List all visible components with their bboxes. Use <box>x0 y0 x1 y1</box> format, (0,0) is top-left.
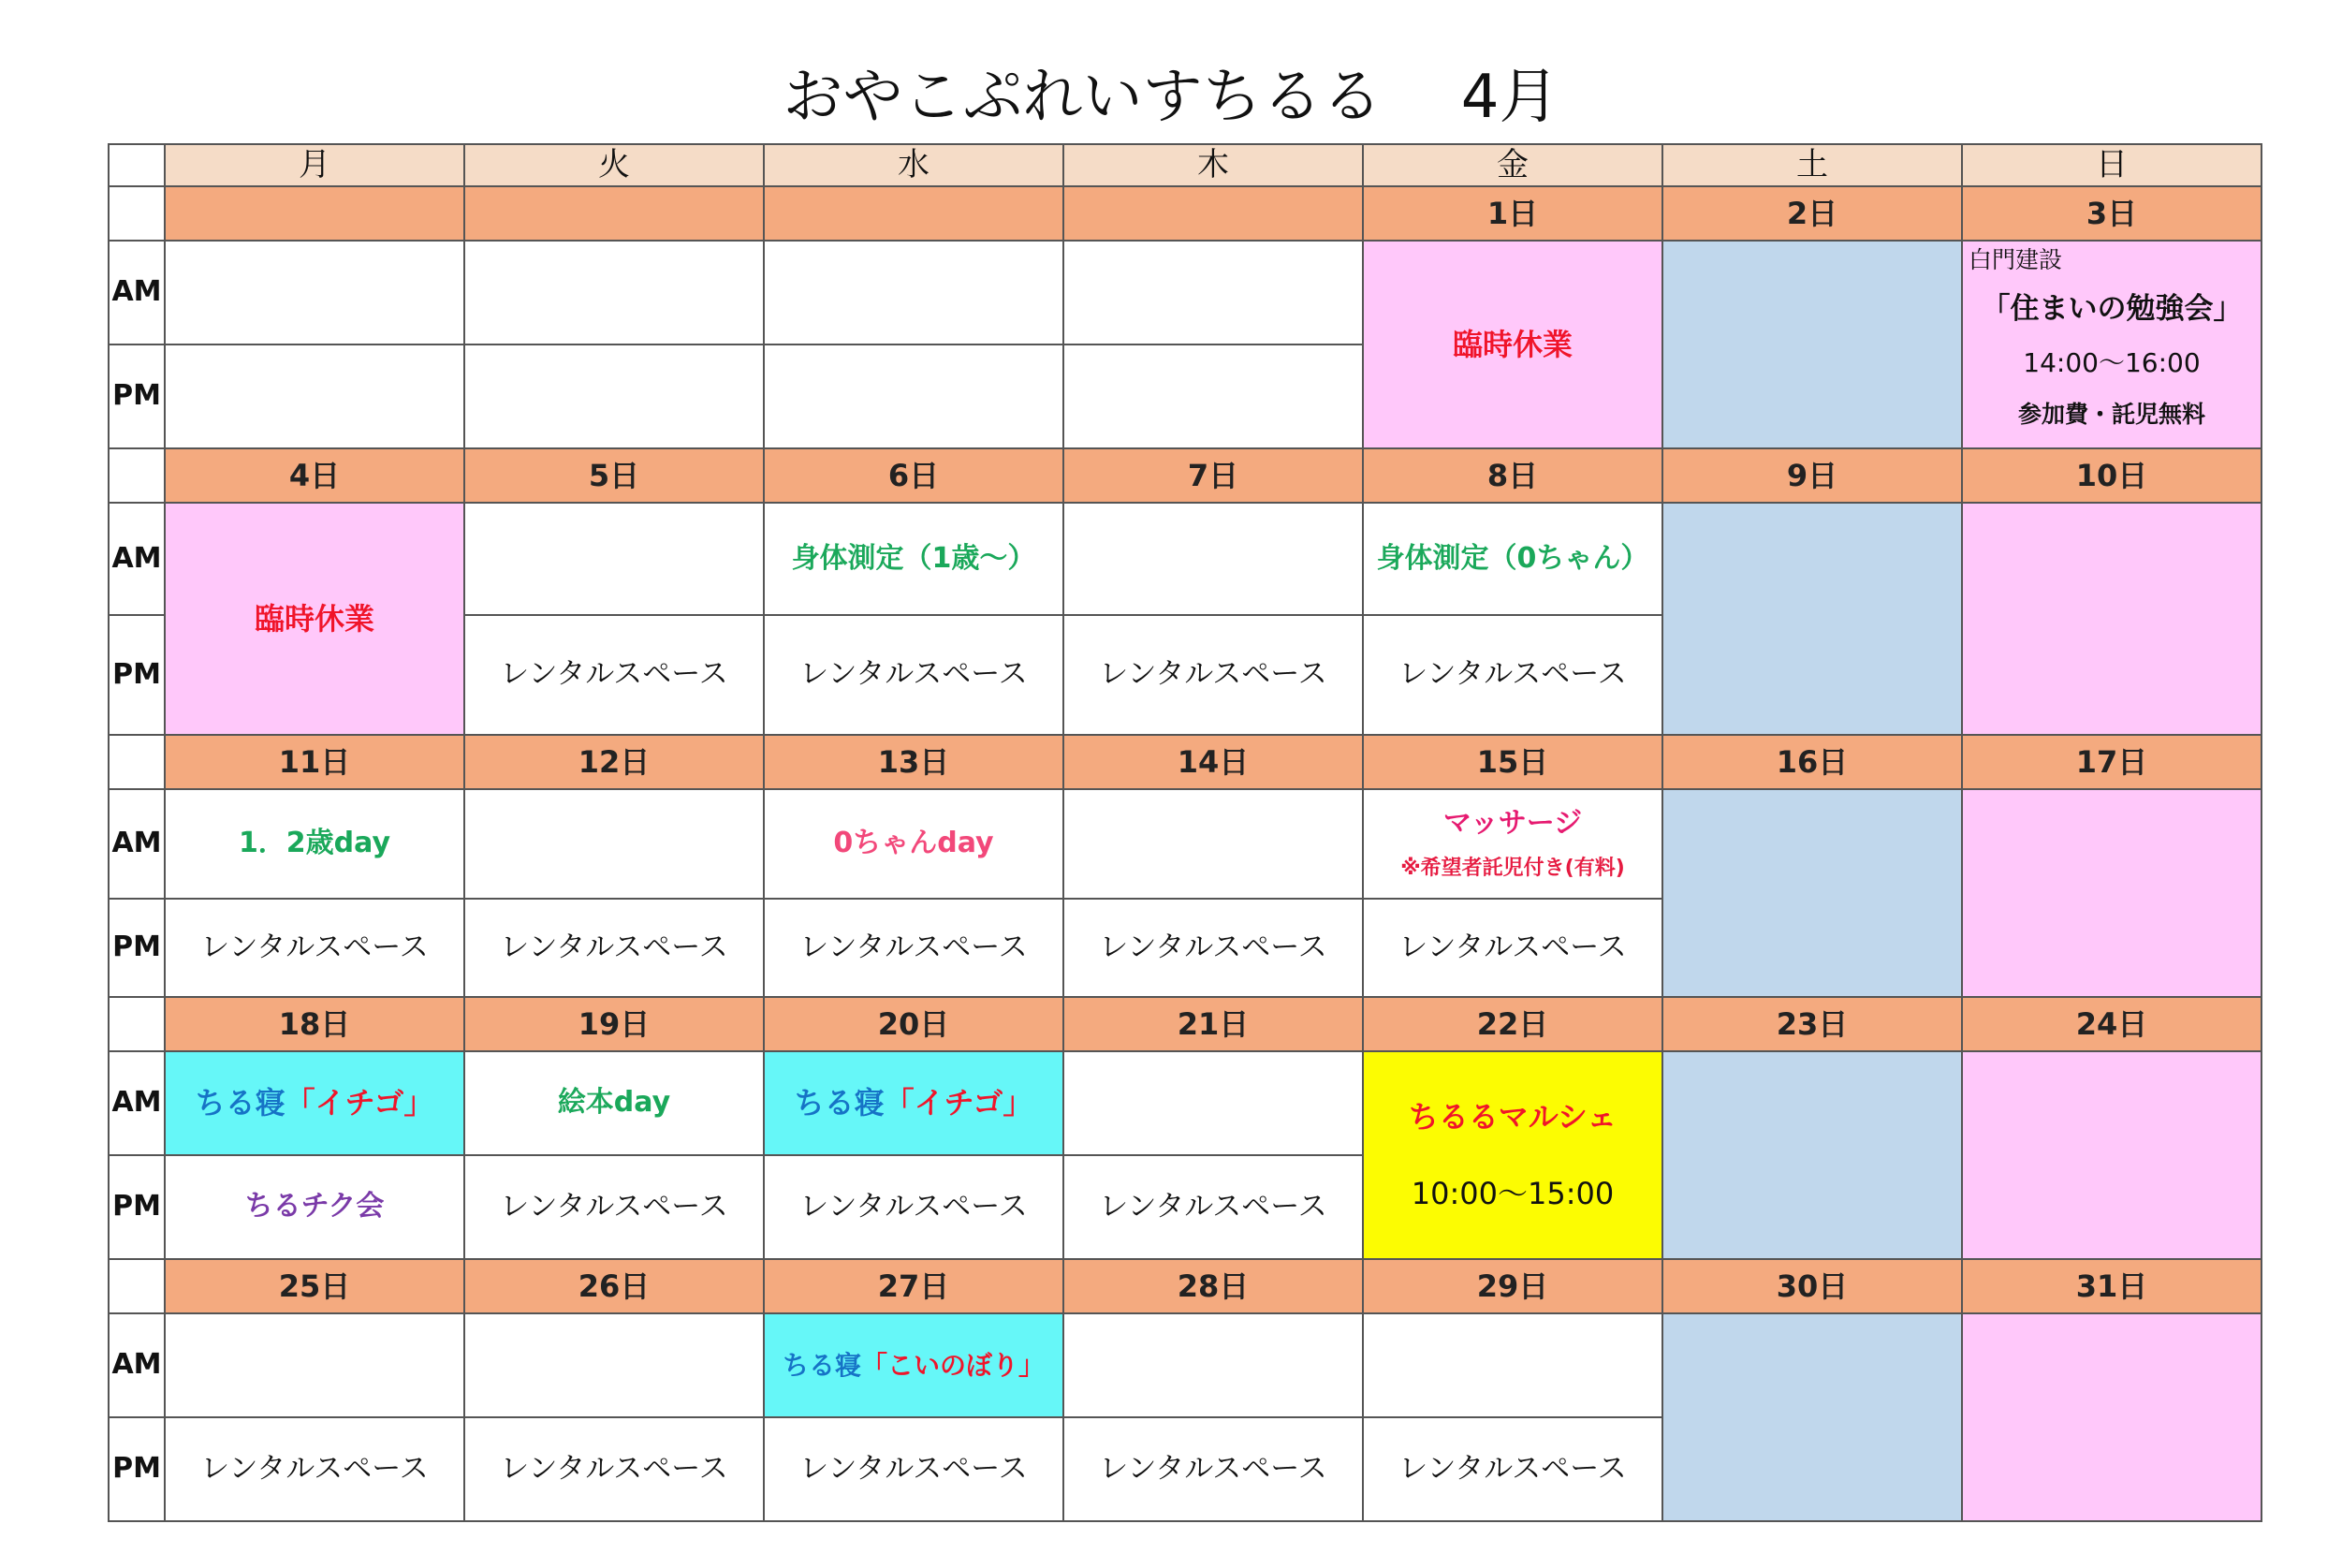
date-cell <box>464 186 764 241</box>
event-cell <box>1063 1313 1363 1417</box>
date-row-label <box>109 186 165 241</box>
rental-label: レンタルスペース <box>200 930 429 964</box>
date-cell: 6日 <box>764 448 1063 503</box>
event-cell <box>1363 899 1662 997</box>
sunday-cell <box>1962 789 2261 997</box>
chiruchiku-label: ちるチク会 <box>244 1190 385 1224</box>
saturday-cell <box>1662 241 1962 448</box>
sunday-cell <box>1962 1313 2261 1521</box>
date-cell: 4日 <box>165 448 464 503</box>
rental-label: レンタルスペース <box>799 1451 1028 1486</box>
event-cell <box>165 503 464 735</box>
event-cell <box>1363 1417 1662 1521</box>
event-cell <box>165 899 464 997</box>
date-cell: 13日 <box>764 735 1063 789</box>
event-cell <box>464 789 764 899</box>
date-cell: 11日 <box>165 735 464 789</box>
date-cell: 23日 <box>1662 997 1962 1051</box>
event-title: 「住まいの勉強会」 <box>1981 291 2243 326</box>
event-cell <box>165 1051 464 1155</box>
am-row <box>109 789 2261 899</box>
weekday-fri: 金 <box>1363 144 1662 186</box>
rental-label: レンタルスペース <box>200 1451 429 1486</box>
event-cell <box>464 1155 764 1259</box>
date-cell: 19日 <box>464 997 764 1051</box>
corner-cell <box>109 144 165 186</box>
calendar-title: おやこぷれいすちるる 4月 <box>783 63 1559 132</box>
event-cell <box>764 1417 1063 1521</box>
weekday-header-row <box>109 144 2261 186</box>
date-cell: 28日 <box>1063 1259 1363 1313</box>
am-row <box>109 503 2261 615</box>
rental-label: レンタルスペース <box>799 657 1028 692</box>
rental-label: レンタルスペース <box>500 1451 728 1486</box>
event-cell <box>1063 615 1363 735</box>
pm-label: PM <box>109 899 165 997</box>
date-cell: 1日 <box>1363 186 1662 241</box>
event-cell <box>1063 1051 1363 1155</box>
event-cell <box>764 789 1063 899</box>
date-cell: 7日 <box>1063 448 1363 503</box>
closed-label: 臨時休業 <box>254 600 374 637</box>
event-cell <box>464 503 764 615</box>
event-cell <box>1063 1417 1363 1521</box>
closed-label: 臨時休業 <box>1452 326 1573 362</box>
date-cell: 18日 <box>165 997 464 1051</box>
date-cell: 16日 <box>1662 735 1962 789</box>
rental-label: レンタルスペース <box>1099 1451 1327 1486</box>
event-cell <box>1063 241 1363 344</box>
rental-label: レンタルスペース <box>1398 657 1627 692</box>
date-cell: 29日 <box>1363 1259 1662 1313</box>
event-cell <box>165 1155 464 1259</box>
date-row-label <box>109 1259 165 1313</box>
event-cell <box>464 344 764 448</box>
date-cell: 21日 <box>1063 997 1363 1051</box>
baby-day-label: 0ちゃんday <box>833 827 994 860</box>
am-label: AM <box>109 789 165 899</box>
date-cell: 31日 <box>1962 1259 2261 1313</box>
event-cell <box>764 1313 1063 1417</box>
date-row-label <box>109 735 165 789</box>
nap-prefix: ちる寝 <box>195 1085 285 1121</box>
event-cell <box>1363 503 1662 615</box>
event-organizer: 白門建設 <box>1969 245 2063 273</box>
event-cell <box>1962 241 2261 448</box>
marche-label: ちるるマルシェ <box>1408 1098 1617 1135</box>
am-label: AM <box>109 1051 165 1155</box>
nap-theme: 「イチゴ」 <box>884 1085 1033 1121</box>
saturday-cell <box>1662 503 1962 735</box>
nap-prefix: ちる寝 <box>794 1085 885 1121</box>
date-cell: 2日 <box>1662 186 1962 241</box>
marche-time: 10:00〜15:00 <box>1411 1175 1615 1211</box>
date-cell: 12日 <box>464 735 764 789</box>
am-label: AM <box>109 241 165 344</box>
date-row <box>109 735 2261 789</box>
date-cell: 14日 <box>1063 735 1363 789</box>
event-cell <box>165 1313 464 1417</box>
rental-label: レンタルスペース <box>500 657 728 692</box>
weekday-sat: 土 <box>1662 144 1962 186</box>
date-cell: 25日 <box>165 1259 464 1313</box>
massage-label: マッサージ <box>1442 806 1583 840</box>
date-cell: 24日 <box>1962 997 2261 1051</box>
date-row <box>109 448 2261 503</box>
event-cell <box>764 344 1063 448</box>
monthly-calendar <box>108 143 2262 1522</box>
date-cell: 15日 <box>1363 735 1662 789</box>
am-row <box>109 241 2261 344</box>
am-row <box>109 1313 2261 1417</box>
event-cell <box>1063 344 1363 448</box>
event-cell <box>764 241 1063 344</box>
nap-event-label <box>196 1085 434 1121</box>
saturday-cell <box>1662 1051 1962 1259</box>
date-row-label <box>109 997 165 1051</box>
date-cell <box>165 186 464 241</box>
pm-label: PM <box>109 1417 165 1521</box>
nap-theme: 「イチゴ」 <box>285 1085 434 1121</box>
am-label: AM <box>109 1313 165 1417</box>
date-cell: 10日 <box>1962 448 2261 503</box>
rental-label: レンタルスペース <box>1398 930 1627 964</box>
event-cell <box>764 1155 1063 1259</box>
rental-label: レンタルスペース <box>1099 657 1327 692</box>
event-cell <box>1363 789 1662 899</box>
event-cell <box>1363 615 1662 735</box>
pm-label: PM <box>109 1155 165 1259</box>
event-cell <box>464 899 764 997</box>
nap-prefix: ちる寝 <box>782 1349 861 1381</box>
event-cell <box>1363 1051 1662 1259</box>
event-cell <box>464 1417 764 1521</box>
event-cell <box>1063 1155 1363 1259</box>
event-cell <box>764 899 1063 997</box>
event-cell <box>464 1051 764 1155</box>
date-cell: 17日 <box>1962 735 2261 789</box>
picturebook-label: 絵本day <box>557 1086 671 1120</box>
saturday-cell <box>1662 1313 1962 1521</box>
event-cell <box>165 344 464 448</box>
massage-note: ※希望者託児付き(有料) <box>1400 857 1625 880</box>
event-cell <box>764 503 1063 615</box>
event-cell <box>165 241 464 344</box>
nap-event-label <box>783 1350 1045 1381</box>
event-cell <box>165 1417 464 1521</box>
rental-label: レンタルスペース <box>1398 1451 1627 1486</box>
rental-label: レンタルスペース <box>1099 930 1327 964</box>
event-cell <box>764 1051 1063 1155</box>
sunday-cell <box>1962 503 2261 735</box>
event-cell <box>1363 1313 1662 1417</box>
date-cell: 27日 <box>764 1259 1063 1313</box>
age-day-label: 1．2歳day <box>238 827 391 860</box>
weekday-mon: 月 <box>165 144 464 186</box>
nap-event-label <box>795 1085 1033 1121</box>
date-row <box>109 1259 2261 1313</box>
event-cell <box>1063 503 1363 615</box>
rental-label: レンタルスペース <box>500 1189 728 1224</box>
rental-label: レンタルスペース <box>500 930 728 964</box>
pm-label: PM <box>109 615 165 735</box>
date-cell: 8日 <box>1363 448 1662 503</box>
date-row <box>109 997 2261 1051</box>
date-cell: 3日 <box>1962 186 2261 241</box>
am-row <box>109 1051 2261 1155</box>
date-cell: 22日 <box>1363 997 1662 1051</box>
event-time: 14:00〜16:00 <box>2023 346 2201 378</box>
measurement-label: 身体測定（0ちゃん） <box>1376 541 1649 575</box>
date-cell <box>764 186 1063 241</box>
event-cell <box>464 1313 764 1417</box>
rental-label: レンタルスペース <box>799 1189 1028 1224</box>
sunday-cell <box>1962 1051 2261 1259</box>
event-cell <box>1063 899 1363 997</box>
date-cell: 20日 <box>764 997 1063 1051</box>
weekday-tue: 火 <box>464 144 764 186</box>
date-row-label <box>109 448 165 503</box>
date-cell: 5日 <box>464 448 764 503</box>
saturday-cell <box>1662 789 1962 997</box>
date-row <box>109 186 2261 241</box>
date-cell: 9日 <box>1662 448 1962 503</box>
nap-theme: 「こいのぼり」 <box>861 1349 1046 1381</box>
event-cell <box>165 789 464 899</box>
pm-label: PM <box>109 344 165 448</box>
rental-label: レンタルスペース <box>799 930 1028 964</box>
weekday-thu: 木 <box>1063 144 1363 186</box>
weekday-sun: 日 <box>1962 144 2261 186</box>
weekday-wed: 水 <box>764 144 1063 186</box>
event-cell <box>1063 789 1363 899</box>
event-cell <box>764 615 1063 735</box>
measurement-label: 身体測定（1歳〜） <box>791 541 1036 575</box>
event-cell <box>464 615 764 735</box>
event-cell <box>1363 241 1662 448</box>
date-cell <box>1063 186 1363 241</box>
rental-label: レンタルスペース <box>1099 1189 1327 1224</box>
am-label: AM <box>109 503 165 615</box>
date-cell: 30日 <box>1662 1259 1962 1313</box>
event-fee: 参加費・託児無料 <box>2017 400 2205 428</box>
date-cell: 26日 <box>464 1259 764 1313</box>
event-cell <box>464 241 764 344</box>
